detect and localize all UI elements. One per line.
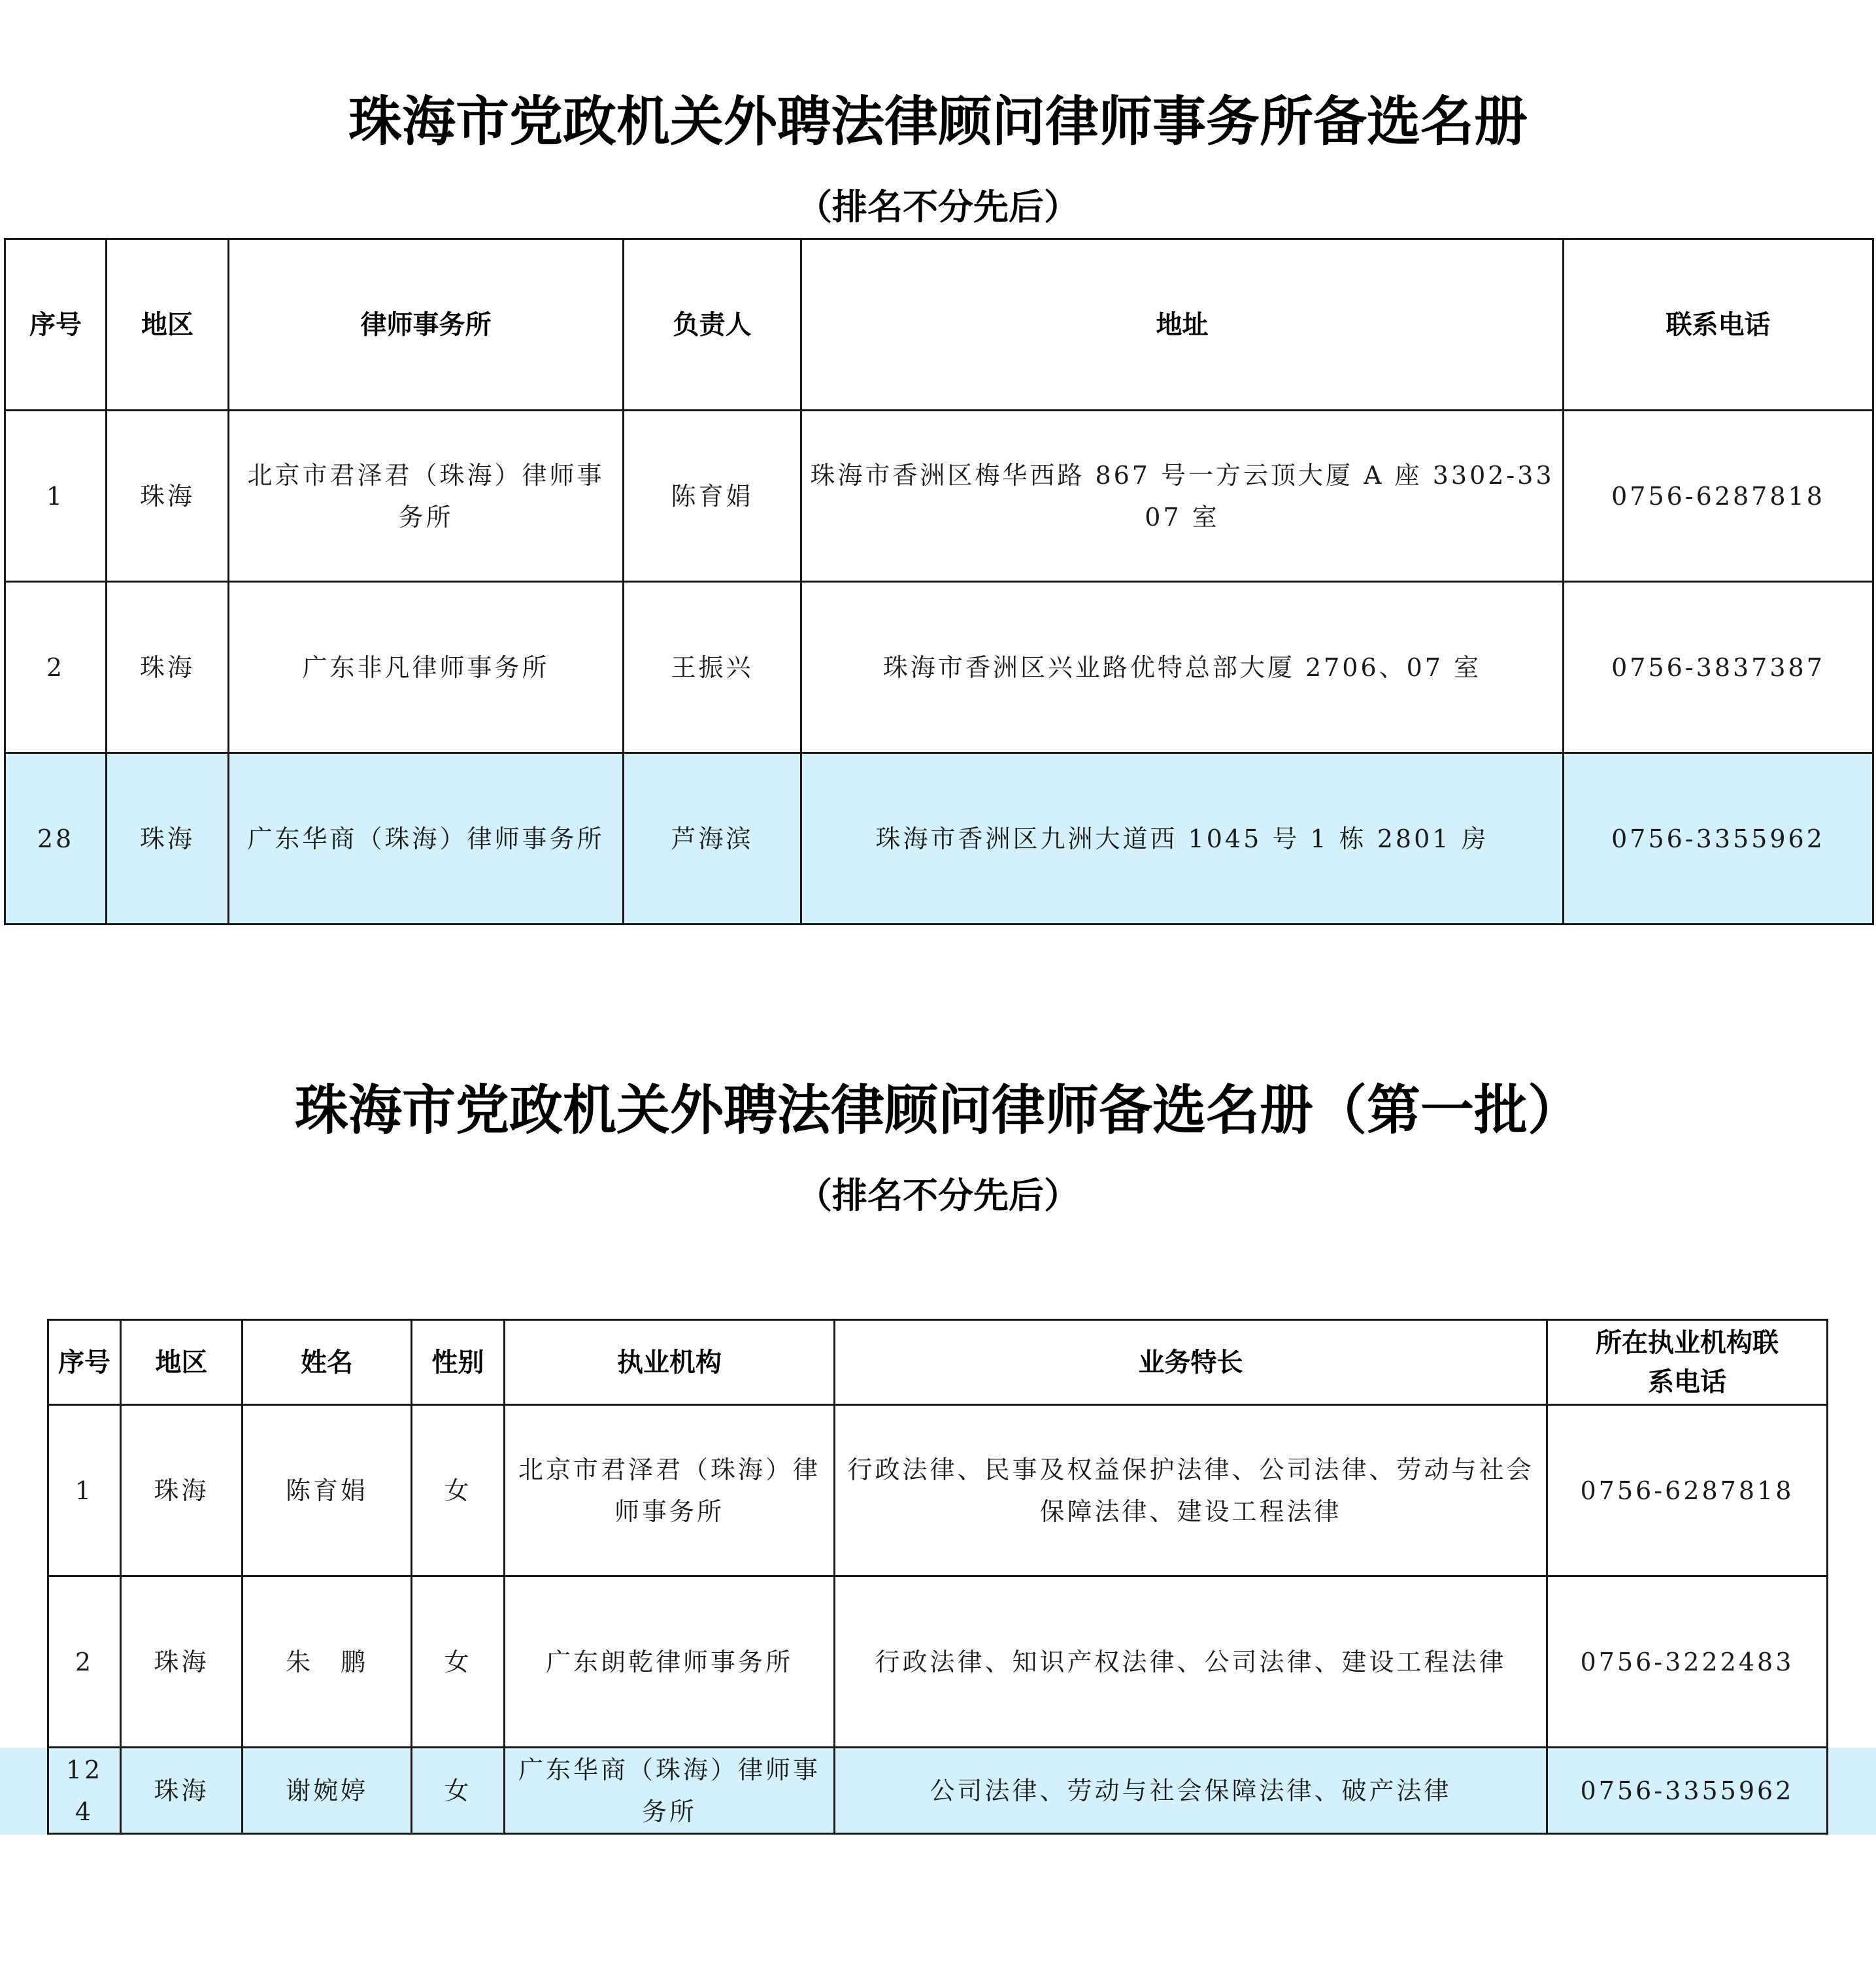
table-row xyxy=(5,411,1873,582)
cell-region: 珠海 xyxy=(107,582,229,753)
cell-address: 珠海市香洲区九洲大道西 1045 号 1 栋 2801 房 xyxy=(801,753,1564,925)
table-header-row xyxy=(5,239,1873,411)
cell-specialty: 行政法律、民事及权益保护法律、公司法律、劳动与社会保障法律、建设工程法律 xyxy=(835,1405,1547,1576)
firms-table xyxy=(4,238,1874,925)
cell-region: 珠海 xyxy=(107,411,229,582)
header-gender: 性别 xyxy=(412,1320,505,1405)
cell-org: 广东朗乾律师事务所 xyxy=(505,1576,835,1748)
cell-region: 珠海 xyxy=(121,1405,243,1576)
cell-phone: 0756-6287818 xyxy=(1547,1405,1828,1576)
cell-firm: 北京市君泽君（珠海）律师事务所 xyxy=(229,411,624,582)
cell-head: 陈育娟 xyxy=(624,411,801,582)
header-head: 负责人 xyxy=(624,239,801,411)
table-row xyxy=(48,1576,1828,1748)
header-region: 地区 xyxy=(107,239,229,411)
header-address: 地址 xyxy=(801,239,1564,411)
firms-register-subtitle: （排名不分先后） xyxy=(797,186,1079,228)
cell-name: 朱 鹏 xyxy=(243,1576,412,1748)
cell-org: 北京市君泽君（珠海）律师事务所 xyxy=(505,1405,835,1576)
header-phone: 联系电话 xyxy=(1564,239,1873,411)
cell-specialty: 行政法律、知识产权法律、公司法律、建设工程法律 xyxy=(835,1576,1547,1748)
cell-head: 王振兴 xyxy=(624,582,801,753)
header-region: 地区 xyxy=(121,1320,243,1405)
header-name: 姓名 xyxy=(243,1320,412,1405)
cell-phone: 0756-6287818 xyxy=(1564,411,1873,582)
cell-phone: 0756-3837387 xyxy=(1564,582,1873,753)
cell-no: 1 xyxy=(48,1405,121,1576)
cell-phone: 0756-3355962 xyxy=(1547,1748,1828,1834)
cell-address: 珠海市香洲区梅华西路 867 号一方云顶大厦 A 座 3302-3307 室 xyxy=(801,411,1564,582)
cell-no: 1 xyxy=(5,411,107,582)
cell-no: 2 xyxy=(48,1576,121,1748)
header-no: 序号 xyxy=(48,1320,121,1405)
cell-firm: 广东华商（珠海）律师事务所 xyxy=(229,753,624,925)
cell-firm: 广东非凡律师事务所 xyxy=(229,582,624,753)
firms-register-title: 珠海市党政机关外聘法律顾问律师事务所备选名册 xyxy=(348,91,1528,153)
cell-org: 广东华商（珠海）律师事务所 xyxy=(505,1748,835,1834)
cell-no: 124 xyxy=(48,1748,121,1834)
cell-no: 2 xyxy=(5,582,107,753)
table-row xyxy=(5,582,1873,753)
header-phone: 所在执业机构联系电话 xyxy=(1547,1320,1828,1405)
cell-specialty: 公司法律、劳动与社会保障法律、破产法律 xyxy=(835,1748,1547,1834)
header-specialty: 业务特长 xyxy=(835,1320,1547,1405)
cell-name: 谢婉婷 xyxy=(243,1748,412,1834)
cell-phone: 0756-3222483 xyxy=(1547,1576,1828,1748)
cell-phone: 0756-3355962 xyxy=(1564,753,1873,925)
lawyers-register-subtitle: （排名不分先后） xyxy=(797,1175,1079,1216)
cell-region: 珠海 xyxy=(107,753,229,925)
cell-region: 珠海 xyxy=(121,1576,243,1748)
cell-gender: 女 xyxy=(412,1748,505,1834)
cell-gender: 女 xyxy=(412,1576,505,1748)
cell-gender: 女 xyxy=(412,1405,505,1576)
lawyers-table xyxy=(47,1319,1828,1835)
table-row xyxy=(48,1405,1828,1576)
header-firm: 律师事务所 xyxy=(229,239,624,411)
cell-region: 珠海 xyxy=(121,1748,243,1834)
cell-head: 芦海滨 xyxy=(624,753,801,925)
cell-address: 珠海市香洲区兴业路优特总部大厦 2706、07 室 xyxy=(801,582,1564,753)
lawyers-register-title: 珠海市党政机关外聘法律顾问律师备选名册（第一批） xyxy=(294,1079,1581,1142)
header-no: 序号 xyxy=(5,239,107,411)
table-row-highlighted xyxy=(5,753,1873,925)
cell-name: 陈育娟 xyxy=(243,1405,412,1576)
header-org: 执业机构 xyxy=(505,1320,835,1405)
table-header-row xyxy=(48,1320,1828,1405)
cell-no: 28 xyxy=(5,753,107,925)
table-row-highlighted xyxy=(48,1748,1828,1834)
